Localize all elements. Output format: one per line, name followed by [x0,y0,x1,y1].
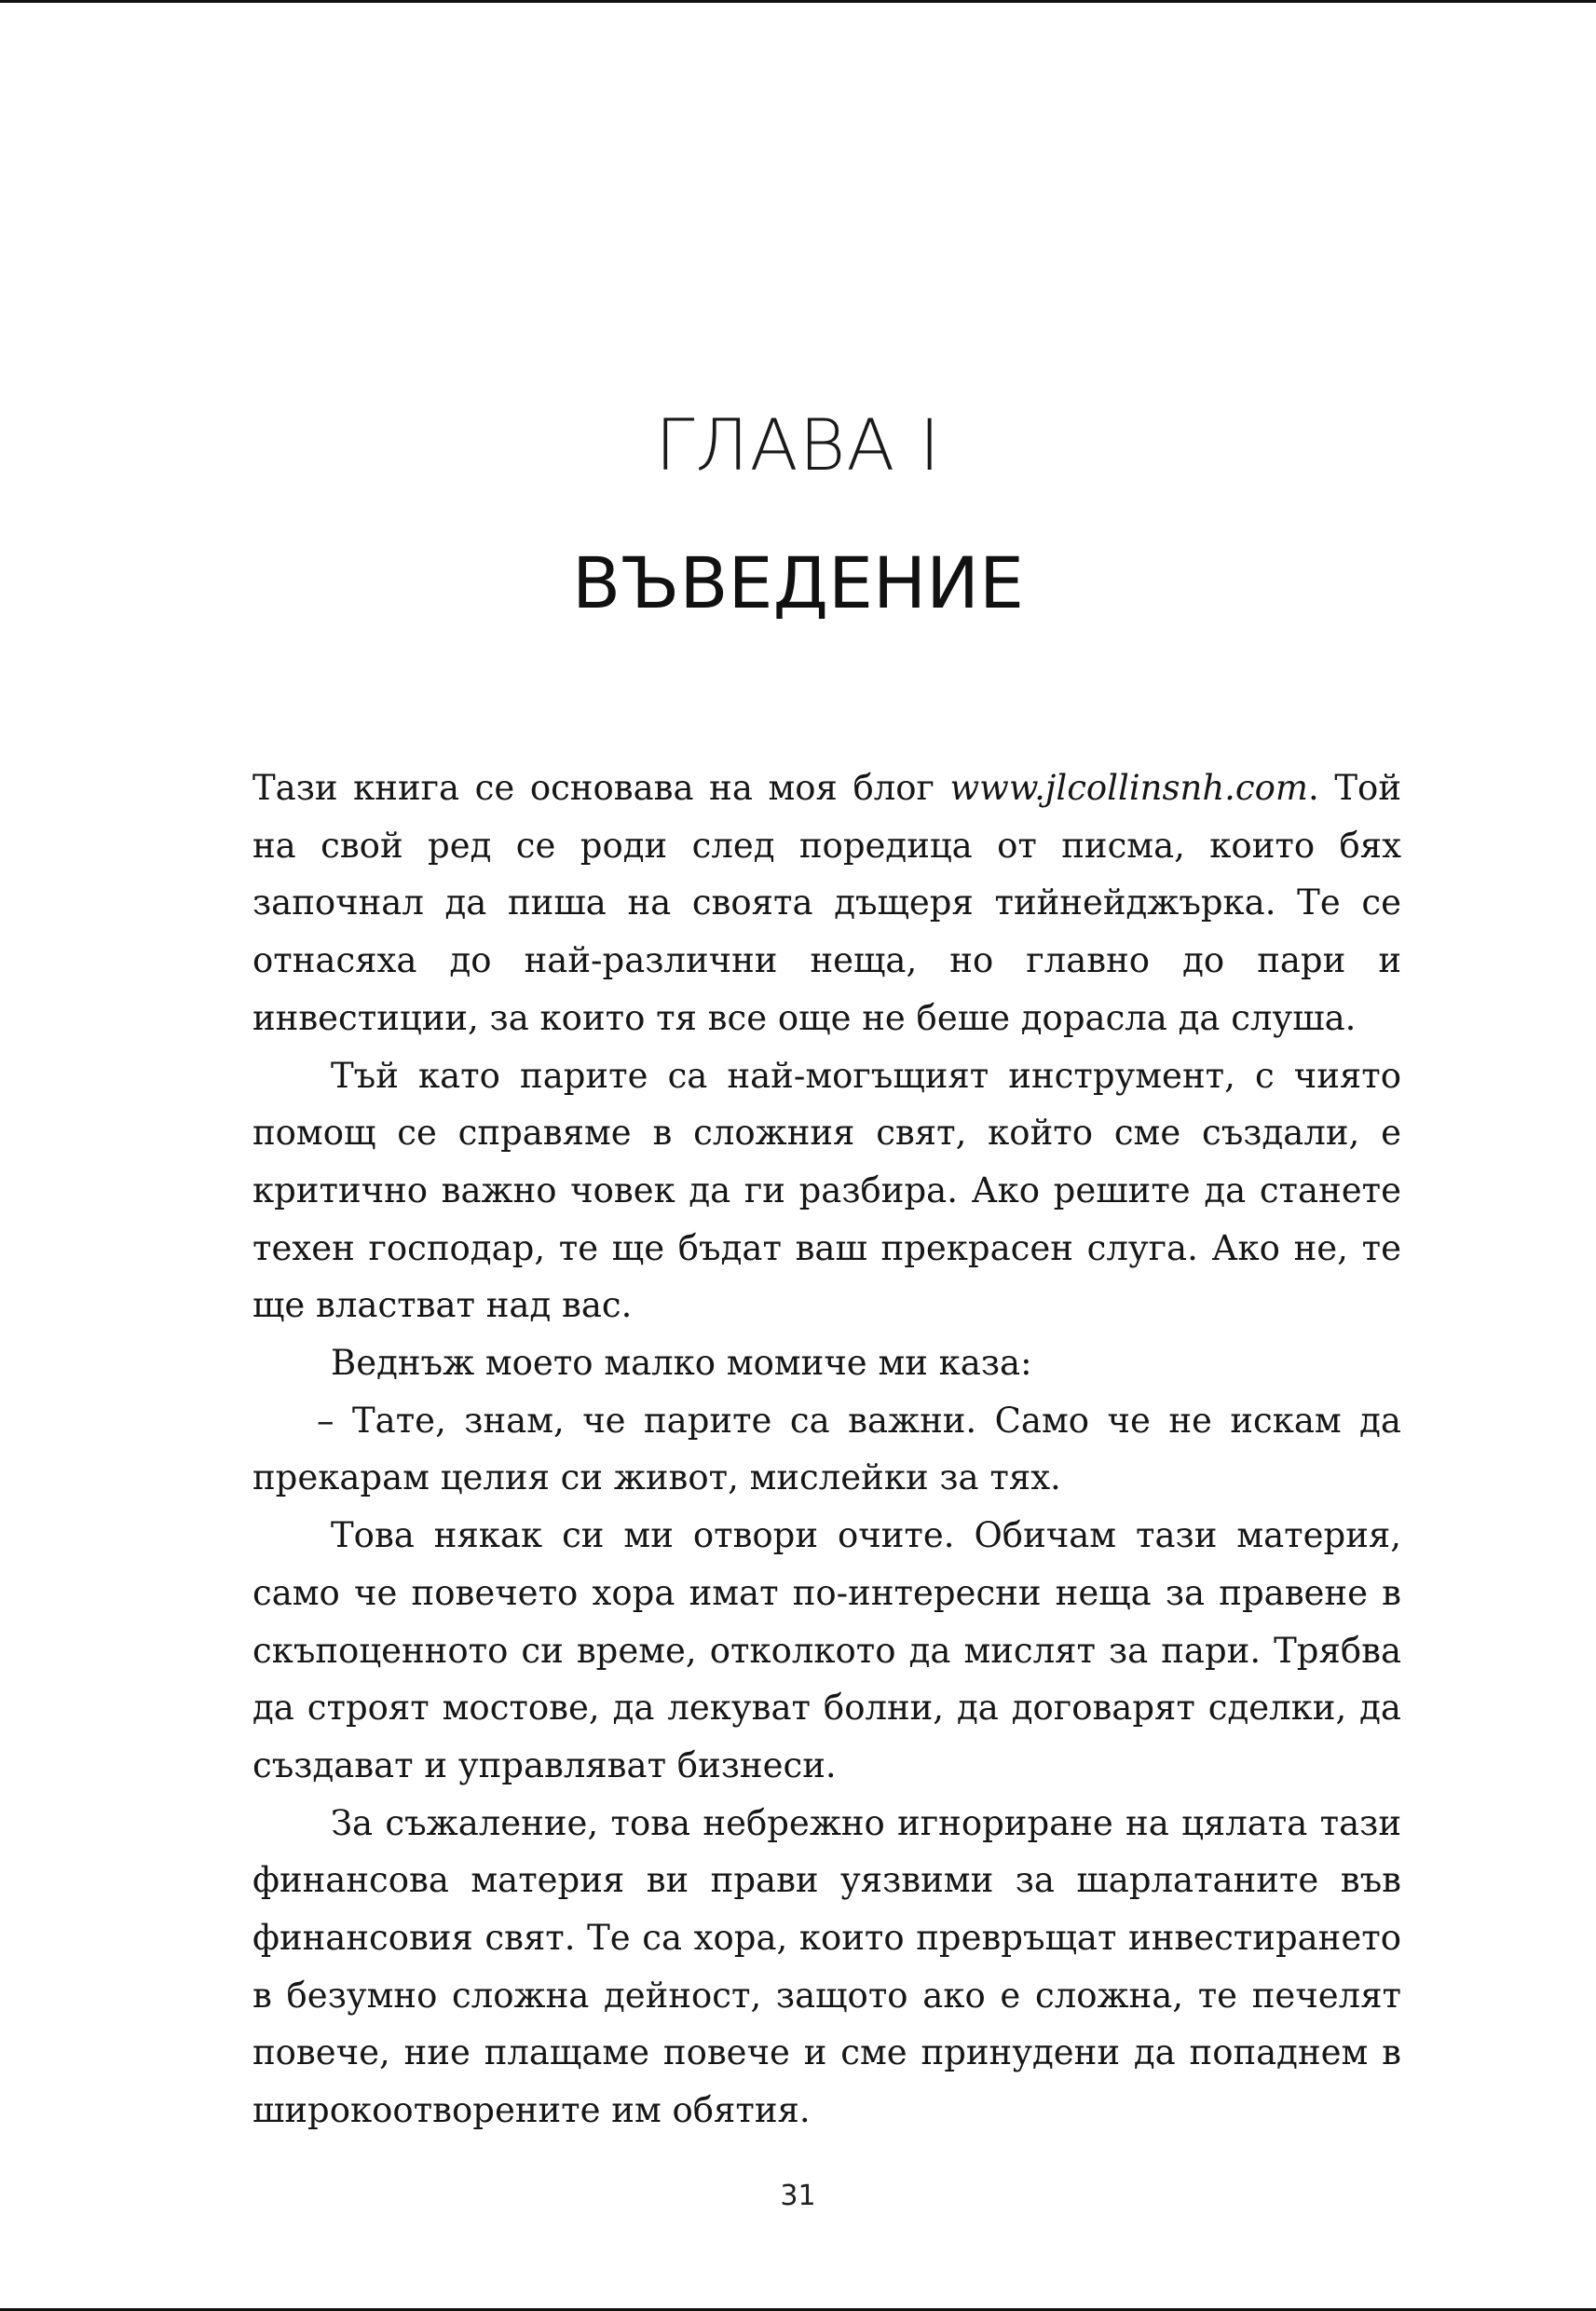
body-text [252,759,1401,2140]
page-number: 31 [780,2180,816,2212]
paragraph-6: За съжаление, това небрежно игнориране на цялата тази финансова материя ви прави уязвими за шарлатаните във финансовия свят. Те са хора, които превръщат инвестирането в безумно сложна дейност, защото ако е сложна, те печелят повече, ние плащаме повече и сме принудени да попаднем в широкоотворените им обятия. [252,1802,1401,2131]
paragraph-5: Това някак си ми отвори очите. Обичам тази материя, само че повечето хора имат по-интересни неща за правене в скъпоценното си време, отколкото да мислят за пари. Трябва да строят мостове, да лекуват болни, да договарят сделки, да създават и управляват бизнеси. [252,1515,1401,1785]
blog-url: www.jlcollinsnh.com [949,768,1309,808]
chapter-title: ВЪВЕДЕНИЕ [572,541,1024,624]
paragraph-3: Веднъж моето малко момиче ми каза: [331,1343,1032,1384]
paragraph-2: Тъй като парите са най-могъщият инструмент, с чиято помощ се справяме в сложния свят, който сме създали, е критично важно човек да ги разбира. Ако решите да станете техен господар, те ще бъдат ваш прекрасен слуга. Ако не, те ще властват над вас. [252,1055,1401,1326]
paragraph-1-intro: Тази книга се основава на моя блог [252,768,950,808]
chapter-label: ГЛАВА I [655,403,941,486]
paragraph-4-dialogue: – Тате, знам, че парите са важни. Само че не искам да прекарам целия си живот, мислейки за тях. [252,1400,1401,1498]
paragraph-1 [252,759,1401,1047]
paragraph-1-rest: . Той на свой ред се роди след поредица от писма, които бях започнал да пиша на своята дъщеря тийнейджърка. Те се отнасяха до най-различни неща, но главно до пари и инвестиции, за които тя все още не беше дорасла да слуша. [252,768,1401,1038]
